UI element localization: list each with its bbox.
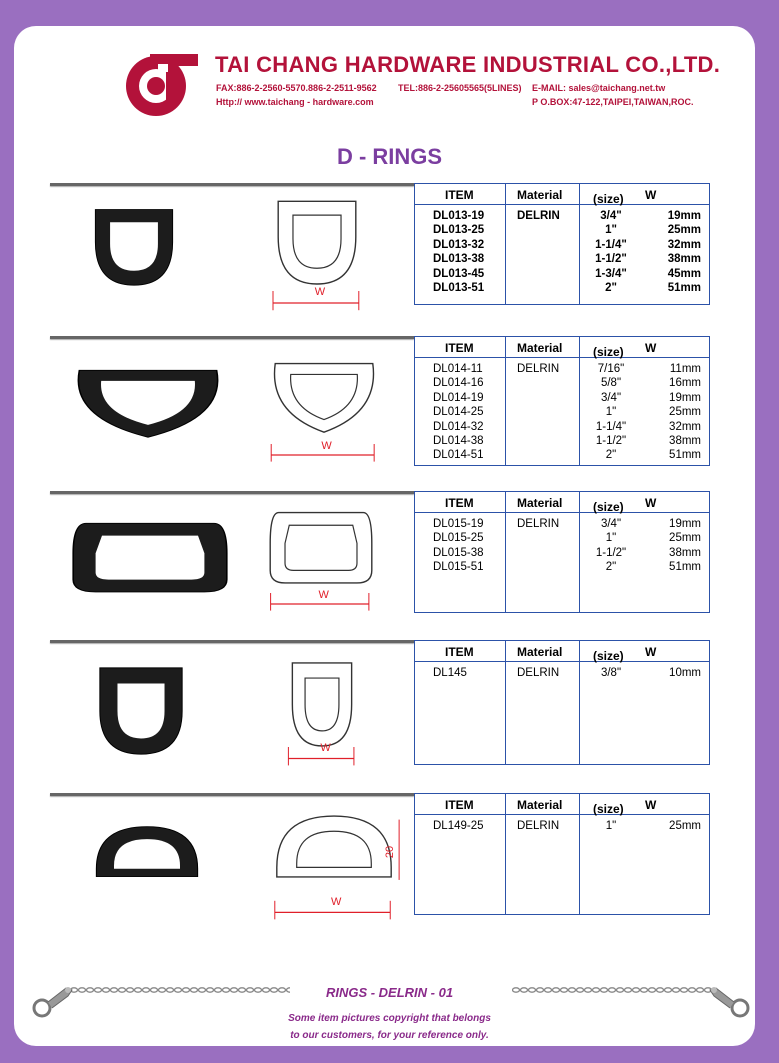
product-spec-table — [414, 336, 710, 466]
width-values — [669, 819, 701, 833]
item-code: DL015-38 — [433, 546, 484, 559]
size-value: 1-1/4" — [595, 420, 627, 433]
width-value: 25mm — [669, 406, 701, 419]
d-ring-photo — [92, 822, 202, 900]
item-code: DL014-11 — [433, 363, 483, 375]
size-value: 1-3/4" — [595, 267, 627, 280]
material-column-header: Material — [517, 645, 563, 659]
column-divider — [505, 337, 506, 465]
size-value: 2" — [605, 282, 617, 295]
item-code: DL015-51 — [433, 561, 484, 574]
website: Http:// www.taichang - hardware.com — [216, 97, 374, 107]
d-ring-photo — [92, 662, 190, 760]
size-value: 1" — [605, 820, 617, 832]
item-code: DL013-51 — [433, 282, 485, 295]
item-code: DL013-45 — [433, 267, 485, 280]
width-column-header: W — [645, 496, 657, 510]
copyright-note-line2: to our customers, for your reference only. — [290, 1030, 489, 1041]
column-divider — [579, 337, 580, 465]
size-value: 3/4" — [600, 518, 622, 530]
size-values — [583, 517, 639, 575]
item-code: DL014-16 — [433, 377, 484, 390]
width-dimension-label: W — [314, 286, 326, 299]
size-value: 1" — [605, 406, 617, 419]
width-value: 11mm — [669, 363, 701, 375]
size-value: 3/4" — [600, 391, 622, 404]
size-values — [583, 362, 639, 463]
size-value: 1-1/2" — [595, 253, 627, 266]
width-value: 25mm — [667, 224, 701, 237]
width-value: 19mm — [669, 391, 701, 404]
telephone: TEL:886-2-25605565(5LINES) — [398, 83, 522, 93]
width-value: 51mm — [667, 282, 701, 295]
size-values — [583, 209, 639, 295]
column-divider — [505, 184, 506, 304]
size-value: 7/16" — [597, 363, 625, 375]
item-code: DL013-38 — [433, 253, 485, 266]
width-value: 32mm — [669, 420, 701, 433]
item-code: DL014-51 — [433, 449, 484, 462]
size-value: 1-1/2" — [595, 435, 627, 448]
section-divider — [50, 793, 414, 796]
company-logo — [120, 50, 200, 120]
width-column-header: W — [645, 645, 657, 659]
item-code: DL015-25 — [433, 532, 484, 545]
width-column-header: W — [645, 188, 657, 202]
company-name: TAI CHANG HARDWARE INDUSTRIAL CO.,LTD. — [215, 52, 721, 77]
width-value: 38mm — [669, 546, 701, 559]
column-divider — [505, 641, 506, 764]
column-divider — [579, 794, 580, 914]
size-column-header: (size) — [593, 500, 624, 514]
width-dimension-label: W — [320, 742, 331, 755]
item-column-header: ITEM — [445, 341, 474, 355]
width-value: 38mm — [669, 435, 701, 448]
size-value: 2" — [605, 561, 617, 574]
footer-title: RINGS - DELRIN - 01 — [325, 985, 454, 1000]
size-values — [583, 819, 639, 833]
item-code: DL015-19 — [433, 518, 484, 530]
item-codes — [433, 517, 484, 575]
item-column-header: ITEM — [445, 645, 474, 659]
size-column-header: (size) — [593, 802, 624, 816]
item-codes — [433, 362, 484, 463]
item-code: DL013-19 — [433, 210, 485, 222]
width-values — [669, 666, 701, 680]
width-dimension-label: W — [321, 439, 332, 452]
column-divider — [579, 184, 580, 304]
size-column-header: (size) — [593, 345, 624, 359]
material-column-header: Material — [517, 341, 563, 355]
material-column-header: Material — [517, 798, 563, 812]
item-code: DL014-25 — [433, 406, 484, 419]
width-value: 38mm — [667, 253, 701, 266]
item-column-header: ITEM — [445, 188, 474, 202]
material-column-header: Material — [517, 496, 563, 510]
size-value: 1-1/2" — [595, 546, 627, 559]
width-value: 19mm — [667, 210, 701, 222]
item-code: DL149-25 — [433, 820, 484, 832]
item-code: DL013-25 — [433, 224, 485, 237]
width-value: 25mm — [669, 820, 701, 832]
product-spec-table — [414, 183, 710, 305]
width-value: 10mm — [669, 667, 701, 679]
d-ring-photo — [70, 365, 226, 453]
item-column-header: ITEM — [445, 798, 474, 812]
size-value: 2" — [605, 449, 617, 462]
item-code: DL014-38 — [433, 435, 484, 448]
column-divider — [579, 492, 580, 612]
width-values — [668, 209, 701, 295]
size-column-header: (size) — [593, 192, 624, 206]
item-code: DL013-32 — [433, 238, 485, 251]
fax-numbers: FAX:886-2-2560-5570.886-2-2511-9562 — [216, 83, 377, 93]
product-spec-table — [414, 640, 710, 765]
item-codes — [433, 209, 484, 295]
d-ring-photo — [88, 206, 180, 296]
d-ring-photo — [70, 518, 230, 606]
width-value: 51mm — [669, 561, 701, 574]
section-divider — [50, 640, 414, 643]
section-divider — [50, 336, 414, 339]
size-value: 3/4" — [600, 210, 622, 222]
width-dimension-label: W — [331, 896, 342, 909]
material-value: DELRIN — [517, 667, 560, 679]
material-value: DELRIN — [517, 210, 560, 222]
product-spec-table — [414, 491, 710, 613]
material-value: DELRIN — [517, 820, 560, 832]
width-value: 32mm — [667, 238, 701, 251]
width-value: 16mm — [669, 377, 701, 390]
column-divider — [505, 794, 506, 914]
width-value: 45mm — [667, 267, 701, 280]
height-dimension-label: 20 — [384, 845, 397, 859]
size-value: 1-1/4" — [595, 238, 627, 251]
email-address: E-MAIL: sales@taichang.net.tw — [532, 83, 666, 93]
item-code: DL145 — [433, 667, 467, 679]
width-dimension-label: W — [318, 588, 329, 601]
width-values — [669, 362, 701, 463]
size-values — [583, 666, 639, 680]
material-column-header: Material — [517, 188, 563, 202]
copyright-note-line1: Some item pictures copyright that belongs — [288, 1013, 491, 1024]
section-divider — [50, 183, 414, 186]
size-value: 5/8" — [600, 377, 622, 390]
size-value: 1" — [605, 532, 617, 545]
size-value: 1" — [605, 224, 617, 237]
item-codes — [433, 819, 484, 833]
item-code: DL014-19 — [433, 391, 484, 404]
page-title: D - RINGS — [336, 144, 443, 169]
column-divider — [505, 492, 506, 612]
size-column-header: (size) — [593, 649, 624, 663]
width-column-header: W — [645, 798, 657, 812]
material-value: DELRIN — [517, 363, 560, 375]
width-value: 51mm — [669, 449, 701, 462]
postal-address: P O.BOX:47-122,TAIPEI,TAIWAN,ROC. — [532, 97, 694, 107]
item-column-header: ITEM — [445, 496, 474, 510]
width-value: 19mm — [669, 518, 701, 530]
section-divider — [50, 491, 414, 494]
item-code: DL014-32 — [433, 420, 484, 433]
material-value: DELRIN — [517, 518, 560, 530]
size-value: 3/8" — [600, 667, 622, 679]
width-values — [669, 517, 701, 575]
width-value: 25mm — [669, 532, 701, 545]
item-codes — [433, 666, 467, 680]
product-spec-table — [414, 793, 710, 915]
width-column-header: W — [645, 341, 657, 355]
column-divider — [579, 641, 580, 764]
